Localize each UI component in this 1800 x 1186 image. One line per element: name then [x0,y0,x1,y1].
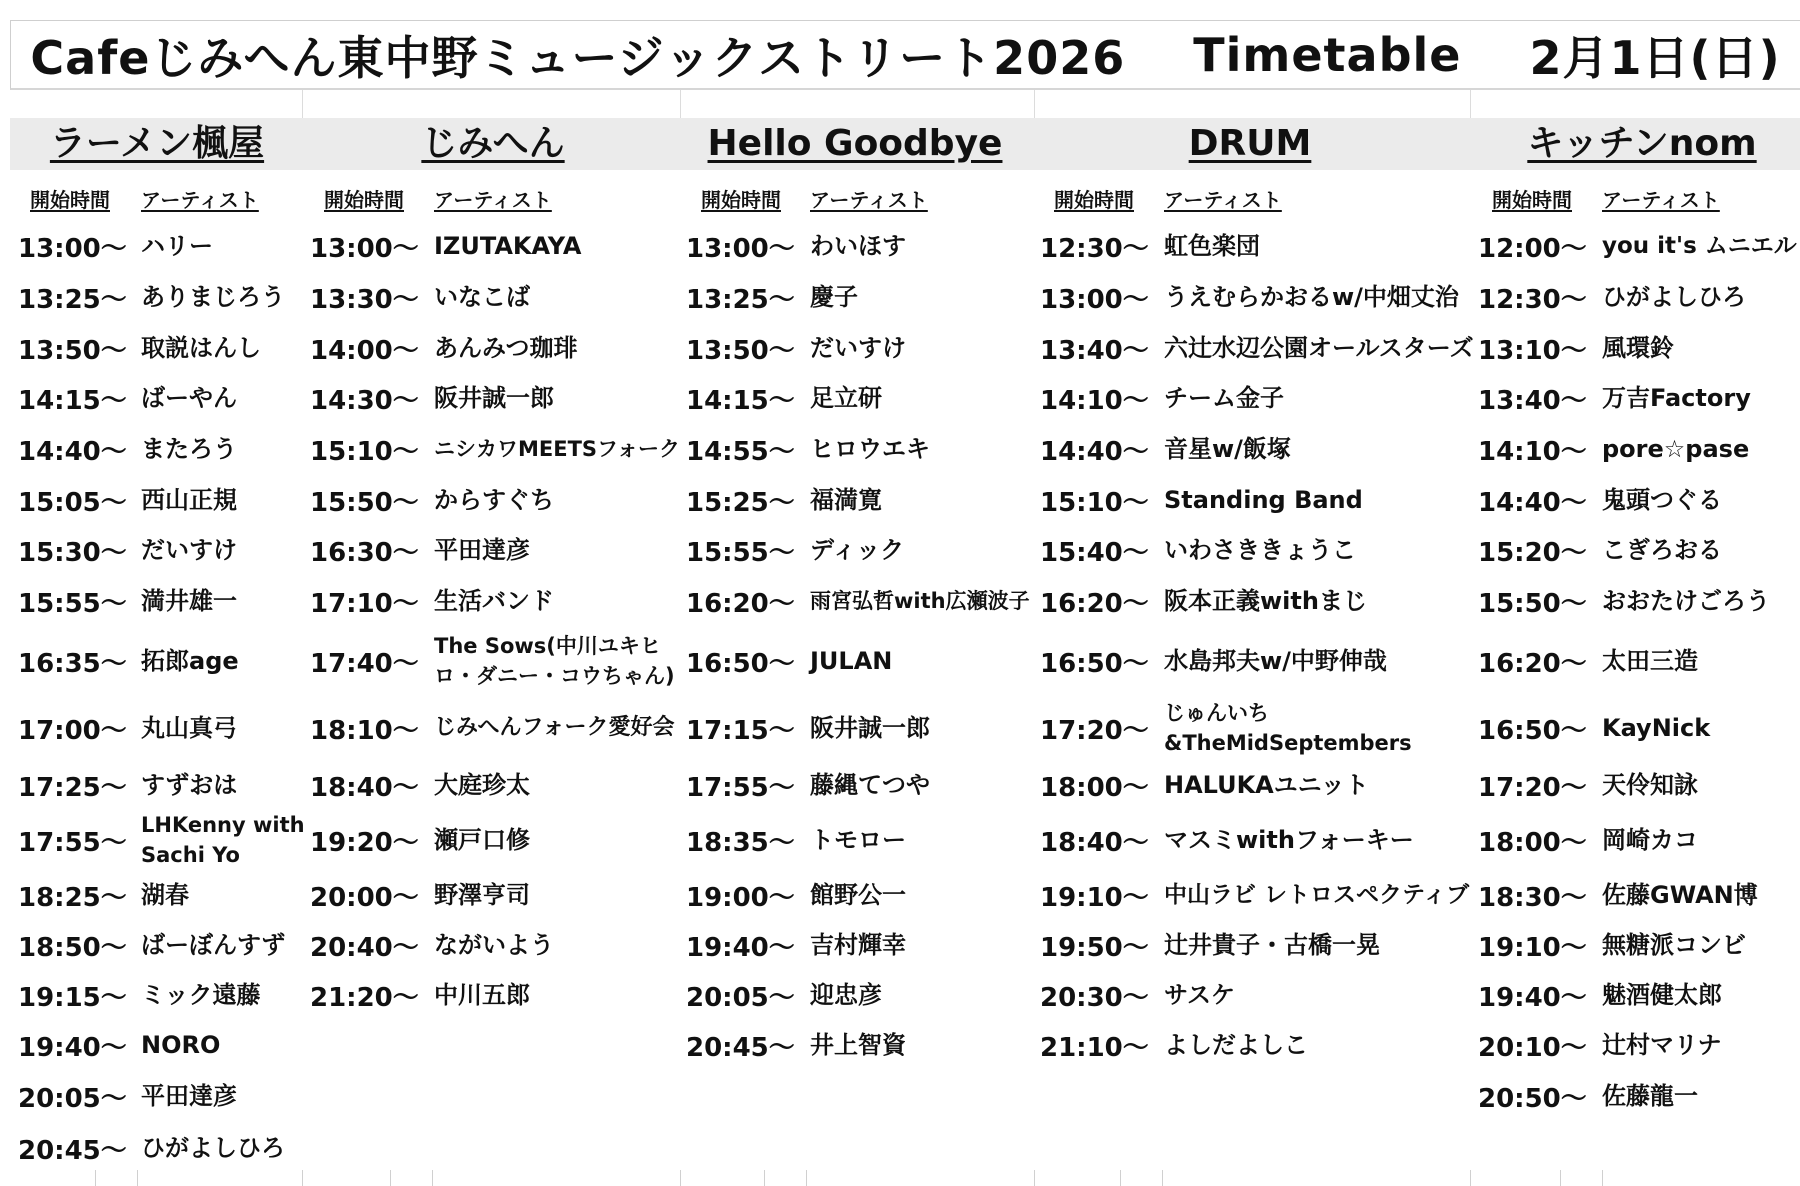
start-time: 19:40～ [686,932,795,963]
schedule-row [310,378,686,418]
schedule-row [686,975,1040,1015]
artist-name: サスケ [1164,981,1236,1009]
artist-name: ミック遠藤 [141,981,261,1009]
schedule-row [1478,530,1800,570]
artist-name: 辻井貴子・古橋一晃 [1164,931,1380,959]
artist-name: 取説はんし [141,334,261,362]
artist-name: ニシカワMEETSフォーク [434,437,680,461]
schedule-row [1040,277,1478,317]
artist-name: 阪井誠一郎 [810,714,930,742]
artist-name: 天伶知詠 [1602,771,1698,799]
schedule-row [1478,820,1800,860]
artist-name: 鬼頭つぐる [1602,486,1722,514]
artist-name: じみへんフォーク愛好会 [434,715,675,740]
schedule-row [18,480,310,520]
schedule-row [310,429,686,469]
schedule-row [310,820,686,860]
schedule-row [686,875,1040,915]
schedule-row [18,277,310,317]
artist-name: マスミwithフォーキー [1164,826,1414,854]
schedule-row [686,277,1040,317]
artist-name: 阪本正義withまじ [1164,587,1367,615]
start-time: 17:40～ [310,648,419,679]
start-time: 13:00～ [18,233,127,264]
start-time-header: 開始時間 [1492,188,1572,212]
start-time: 13:25～ [18,284,127,315]
schedule-row [310,480,686,520]
artist-name: ありまじろう [141,283,285,311]
start-time: 15:20～ [1478,537,1587,568]
schedule-row [1478,925,1800,965]
schedule-row [310,277,686,317]
start-time: 16:20～ [1040,588,1149,619]
schedule-row [1478,328,1800,368]
artist-name: 水島邦夫w/中野伸哉 [1164,647,1387,675]
start-time: 20:45～ [686,1032,795,1063]
artist-name: 佐藤GWAN博 [1602,881,1758,909]
schedule-row [310,975,686,1015]
schedule-row [18,378,310,418]
grid-tick [680,1170,681,1186]
start-time: 16:20～ [1478,648,1587,679]
column-divider [1470,90,1471,118]
start-time: 15:05～ [18,487,127,518]
start-time: 18:30～ [1478,882,1587,913]
schedule-row [1040,925,1478,965]
schedule-row [18,1128,310,1168]
start-time: 18:25～ [18,882,127,913]
artist-name: あんみつ珈琲 [434,334,578,362]
artist-name: 吉村輝幸 [810,931,906,959]
start-time: 18:00～ [1040,772,1149,803]
start-time: 17:20～ [1478,772,1587,803]
grid-tick [1120,1170,1121,1186]
schedule-row [686,641,1040,681]
start-time: 12:30～ [1040,233,1149,264]
schedule-row [1040,875,1478,915]
artist-name: 無糖派コンビ [1602,931,1746,959]
start-time: 19:15～ [18,982,127,1013]
artist-name: ハリー [141,232,213,260]
grid-tick [806,1170,807,1186]
artist-name: 瀬戸口修 [434,826,530,854]
start-time: 13:10～ [1478,335,1587,366]
venue-name: ラーメン楓屋 [49,123,265,164]
artist-name: からすぐち [434,486,554,514]
schedule-row [310,633,686,689]
artist-name: 虹色楽団 [1164,232,1260,260]
start-time: 18:40～ [310,772,419,803]
start-time: 17:25～ [18,772,127,803]
start-time: 13:40～ [1478,385,1587,416]
schedule-row [1478,581,1800,621]
schedule-row [18,429,310,469]
artist-name: いわさききょうこ [1164,536,1356,564]
start-time: 15:30～ [18,537,127,568]
start-time: 14:40～ [1478,487,1587,518]
schedule-row [1040,328,1478,368]
schedule-row [18,875,310,915]
start-time: 14:40～ [1040,436,1149,467]
artist-header: アーティスト [1164,188,1282,212]
schedule-row [18,530,310,570]
artist-name: またろう [141,435,237,463]
grid-tick [1560,1170,1561,1186]
start-time: 14:40～ [18,436,127,467]
start-time: 20:00～ [310,882,419,913]
start-time: 20:50～ [1478,1083,1587,1114]
start-time: 13:00～ [310,233,419,264]
start-time: 14:55～ [686,436,795,467]
schedule-row [686,480,1040,520]
start-time: 14:00～ [310,335,419,366]
schedule-row [18,1076,310,1116]
artist-name: JULAN [810,647,893,675]
start-time: 15:10～ [1040,487,1149,518]
schedule-row [310,765,686,805]
artist-name: ヒロウエキ [810,435,930,463]
schedule-row [1478,975,1800,1015]
start-time: 13:30～ [310,284,419,315]
schedule-row [1478,429,1800,469]
artist-name: 中山ラビ レトロスペクティブ [1164,882,1470,908]
artist-name: 西山正規 [141,486,237,514]
artist-name: 福満寛 [810,486,882,514]
artist-name: KayNick [1602,714,1711,742]
artist-name: だいすけ [141,536,237,564]
start-time: 15:50～ [310,487,419,518]
schedule-row [310,581,686,621]
artist-name: うえむらかおるw/中畑丈治 [1164,283,1459,311]
start-time: 21:10～ [1040,1032,1149,1063]
start-time: 19:10～ [1478,932,1587,963]
start-time: 17:55～ [18,827,127,858]
column-divider [302,90,303,118]
artist-name: 音星w/飯塚 [1164,435,1291,463]
artist-name: 魅酒健太郎 [1602,981,1722,1009]
artist-name: pore☆pase [1602,435,1750,463]
artist-name: 風環鈴 [1602,334,1674,362]
artist-name: 平田達彦 [141,1082,237,1110]
start-time: 19:50～ [1040,932,1149,963]
grid-tick [95,1170,96,1186]
schedule-row [1040,820,1478,860]
schedule-row [686,378,1040,418]
schedule-row [686,429,1040,469]
start-time-header: 開始時間 [1054,188,1134,212]
event-title: Cafeじみへん東中野ミュージックストリート2026 [30,30,1126,85]
start-time: 19:40～ [1478,982,1587,1013]
artist-name: 館野公一 [810,881,906,909]
start-time: 13:25～ [686,284,795,315]
artist-name: 大庭珍太 [434,771,530,799]
artist-name: トモロー [810,826,906,854]
schedule-row [1478,480,1800,520]
grid-tick [302,1170,303,1186]
schedule-row [686,708,1040,748]
schedule-row [1478,378,1800,418]
artist-name: 足立研 [810,384,882,412]
start-time-header: 開始時間 [324,188,404,212]
start-time: 14:10～ [1040,385,1149,416]
start-time: 17:20～ [1040,715,1149,746]
artist-name: 平田達彦 [434,536,530,564]
schedule-row [1040,378,1478,418]
start-time: 14:15～ [18,385,127,416]
schedule-row [18,581,310,621]
start-time: 20:45～ [18,1135,127,1166]
artist-name: 阪井誠一郎 [434,384,554,412]
start-time: 12:00～ [1478,233,1587,264]
start-time: 20:05～ [18,1083,127,1114]
start-time: 20:05～ [686,982,795,1013]
start-time-header: 開始時間 [701,188,781,212]
artist-name: 太田三造 [1602,647,1698,675]
grid-tick [1034,1170,1035,1186]
artist-name: 万吉Factory [1602,384,1751,412]
start-time: 13:50～ [18,335,127,366]
schedule-row [686,1025,1040,1065]
schedule-row [686,530,1040,570]
artist-name: 拓郎age [141,647,239,675]
schedule-row [18,226,310,266]
schedule-row [310,708,686,748]
schedule-row [1040,765,1478,805]
start-time: 16:50～ [1040,648,1149,679]
schedule-row [310,875,686,915]
start-time: 16:50～ [686,648,795,679]
start-time: 17:55～ [686,772,795,803]
schedule-row [1040,700,1478,756]
schedule-row [18,925,310,965]
artist-name: ながいよう [434,931,554,959]
start-time: 15:55～ [686,537,795,568]
grid-tick [1602,1170,1603,1186]
schedule-row [18,328,310,368]
grid-tick [1470,1170,1471,1186]
schedule-row [1478,765,1800,805]
start-time: 16:20～ [686,588,795,619]
schedule-row [1478,708,1800,748]
start-time: 17:00～ [18,715,127,746]
start-time: 12:30～ [1478,284,1587,315]
schedule-row [310,530,686,570]
schedule-row [18,708,310,748]
artist-name: IZUTAKAYA [434,232,582,260]
artist-name: 慶子 [810,283,858,311]
artist-name: The Sows(中川ユキヒロ・ダニー・コウちゃん) [434,634,675,688]
start-time: 14:10～ [1478,436,1587,467]
schedule-row [310,226,686,266]
artist-name: おおたけごろう [1602,587,1770,615]
start-time: 19:40～ [18,1032,127,1063]
artist-name: 生活バンド [434,587,554,615]
artist-header: アーティスト [434,188,552,212]
schedule-row [1478,875,1800,915]
artist-name: NORO [141,1031,221,1059]
page-title [10,20,1800,90]
artist-name: わいほす [810,232,906,260]
artist-name: HALUKAユニット [1164,771,1369,799]
column-divider [1034,90,1035,118]
schedule-row [1478,277,1800,317]
start-time: 21:20～ [310,982,419,1013]
artist-name: 雨宮弘哲with広瀬波子 [810,589,1030,613]
artist-name: 中川五郎 [434,981,530,1009]
grid-tick [432,1170,433,1186]
start-time: 19:00～ [686,882,795,913]
start-time: 16:50～ [1478,715,1587,746]
schedule-row [1040,641,1478,681]
schedule-row [686,765,1040,805]
artist-name: こぎろおる [1602,536,1722,564]
grid-tick [1162,1170,1163,1186]
start-time: 18:10～ [310,715,419,746]
schedule-row [1040,975,1478,1015]
schedule-row [1040,530,1478,570]
start-time: 20:40～ [310,932,419,963]
artist-name: Standing Band [1164,486,1363,514]
venue-name: Hello Goodbye [707,123,1003,164]
start-time: 16:30～ [310,537,419,568]
schedule-row [310,925,686,965]
column-divider [680,90,681,118]
artist-name: 湖春 [141,881,189,909]
schedule-row [18,641,310,681]
artist-name: you it's ムニエル [1602,233,1797,259]
schedule-row [686,226,1040,266]
artist-name: 迎忠彦 [810,981,882,1009]
venue-name: キッチンnom [1527,123,1757,164]
artist-header: アーティスト [1602,188,1720,212]
start-time: 18:00～ [1478,827,1587,858]
artist-name: ひがよしひろ [141,1134,285,1162]
schedule-row [18,1025,310,1065]
schedule-row [18,813,310,867]
artist-name: 満井雄一 [141,587,237,615]
artist-name: よしだよしこ [1164,1031,1308,1059]
artist-name: ばーぼんすず [141,931,286,959]
start-time: 19:10～ [1040,882,1149,913]
start-time: 14:15～ [686,385,795,416]
artist-name: 岡崎カコ [1602,826,1698,854]
artist-name: ディック [810,536,905,564]
start-time: 17:10～ [310,588,419,619]
artist-name: いなこば [434,283,530,311]
start-time: 15:55～ [18,588,127,619]
schedule-row [1040,480,1478,520]
artist-name: だいすけ [810,334,906,362]
start-time: 16:35～ [18,648,127,679]
start-time: 15:40～ [1040,537,1149,568]
venue-name: じみへん [421,123,565,164]
artist-name: 丸山真弓 [141,714,237,742]
start-time: 15:25～ [686,487,795,518]
schedule-row [686,925,1040,965]
schedule-row [686,820,1040,860]
start-time-header: 開始時間 [30,188,110,212]
start-time: 15:10～ [310,436,419,467]
schedule-row [1040,1025,1478,1065]
artist-name: ばーやん [141,384,237,412]
start-time: 13:50～ [686,335,795,366]
start-time: 18:35～ [686,827,795,858]
start-time: 17:15～ [686,715,795,746]
artist-name: 野澤亨司 [434,881,530,909]
start-time: 13:40～ [1040,335,1149,366]
artist-name: じゅんいち &TheMidSeptembers [1164,701,1412,755]
start-time: 13:00～ [686,233,795,264]
schedule-row [1478,1076,1800,1116]
artist-name: LHKenny with Sachi Yo [141,813,305,867]
schedule-row [1478,641,1800,681]
artist-header: アーティスト [810,188,928,212]
schedule-row [686,328,1040,368]
schedule-row [686,581,1040,621]
timetable-label: Timetable [1193,27,1462,82]
schedule-row [1040,429,1478,469]
artist-name: 井上智資 [810,1031,906,1059]
artist-name: チーム金子 [1164,384,1284,412]
grid-tick [137,1170,138,1186]
schedule-row [18,975,310,1015]
grid-tick [390,1170,391,1186]
start-time: 20:10～ [1478,1032,1587,1063]
event-date: 2月1日(日) [1529,30,1781,85]
schedule-row [18,765,310,805]
schedule-row [310,328,686,368]
spacer-row [10,90,1800,119]
grid-tick [764,1170,765,1186]
schedule-row [1040,226,1478,266]
artist-header: アーティスト [141,188,259,212]
artist-name: 佐藤龍一 [1602,1082,1698,1110]
artist-name: 辻村マリナ [1602,1031,1722,1059]
start-time: 13:00～ [1040,284,1149,315]
schedule-row [1040,581,1478,621]
start-time: 18:50～ [18,932,127,963]
venue-name: DRUM [1188,123,1312,164]
start-time: 15:50～ [1478,588,1587,619]
artist-name: 六辻水辺公園オールスターズ [1164,334,1474,362]
artist-name: ひがよしひろ [1602,283,1746,311]
artist-name: すずおは [141,771,238,799]
schedule-row [1478,226,1800,266]
start-time: 14:30～ [310,385,419,416]
start-time: 18:40～ [1040,827,1149,858]
schedule-row [1478,1025,1800,1065]
start-time: 19:20～ [310,827,419,858]
start-time: 20:30～ [1040,982,1149,1013]
artist-name: 藤縄てつや [810,771,930,799]
